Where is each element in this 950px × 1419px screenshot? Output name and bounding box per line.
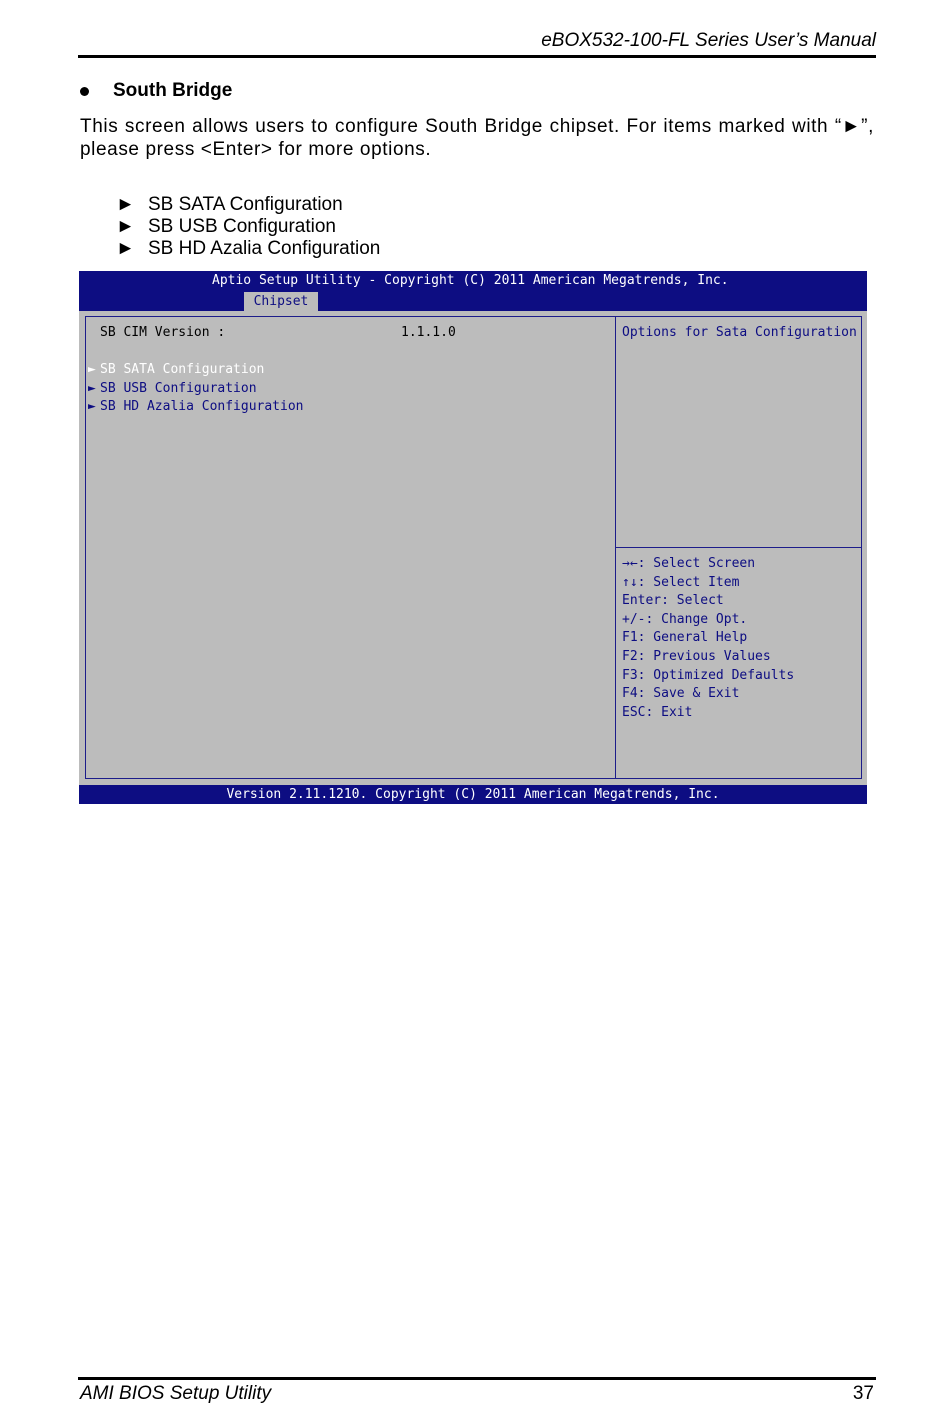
bios-title-bar — [79, 271, 867, 311]
menu-item-label: SB SATA Configuration — [100, 362, 265, 377]
bios-title: Aptio Setup Utility - Copyright (C) 2011 American Megatrends, Inc. — [212, 273, 729, 288]
key-legend — [622, 556, 794, 723]
key-general-help: F1: General Help — [622, 630, 748, 646]
bios-screenshot — [79, 271, 867, 804]
help-text: Options for Sata Configuration — [622, 325, 857, 340]
key-select-item: ↑↓: Select Item — [622, 574, 740, 590]
arrow-right-icon: ► — [116, 238, 135, 259]
cim-version-value: 1.1.1.0 — [401, 325, 456, 340]
help-divider — [616, 547, 861, 548]
key-select-screen: →←: Select Screen — [622, 556, 756, 571]
list-item — [116, 194, 380, 216]
key-enter-select: Enter: Select — [622, 593, 724, 609]
key-save-exit: F4: Save & Exit — [622, 686, 740, 702]
document-header-title: eBOX532-100-FL Series User’s Manual — [541, 30, 876, 51]
page-number: 37 — [852, 1383, 874, 1404]
section-heading — [80, 80, 232, 102]
arrow-right-icon: ► — [116, 216, 135, 237]
header-rule — [78, 55, 876, 58]
list-item — [116, 238, 380, 260]
arrow-right-icon: ► — [116, 194, 135, 215]
menu-item-label: SB HD Azalia Configuration — [100, 399, 304, 415]
list-item — [116, 216, 380, 238]
list-item-label: SB USB Configuration — [148, 216, 336, 237]
bios-menu — [88, 362, 304, 418]
tab-chipset[interactable]: Chipset — [244, 292, 318, 311]
bios-footer: Version 2.11.1210. Copyright (C) 2011 American Megatrends, Inc. — [79, 785, 867, 804]
section-intro: This screen allows users to configure South Bridge chipset. For items marked with “►”, please press <Enter> for more options. — [80, 116, 874, 160]
footer-title: AMI BIOS Setup Utility — [80, 1383, 272, 1404]
submenu-arrow-icon: ► — [88, 399, 96, 415]
menu-item-label: SB USB Configuration — [100, 380, 257, 396]
list-item-label: SB HD Azalia Configuration — [148, 238, 381, 259]
section-title: South Bridge — [113, 80, 233, 101]
section-item-list — [116, 194, 380, 260]
cim-version-label: SB CIM Version : — [100, 325, 226, 340]
menu-item-sb-hd-azalia[interactable] — [88, 399, 304, 418]
submenu-arrow-icon: ► — [88, 362, 96, 377]
bullet-icon — [80, 87, 89, 96]
key-optimized-defaults: F3: Optimized Defaults — [622, 667, 795, 683]
key-previous-values: F2: Previous Values — [622, 648, 771, 664]
menu-item-sb-usb[interactable] — [88, 381, 304, 400]
bios-main-panel — [85, 316, 616, 779]
key-change-opt: +/-: Change Opt. — [622, 611, 748, 627]
footer-rule — [78, 1377, 876, 1380]
key-esc-exit: ESC: Exit — [622, 704, 693, 720]
bios-help-panel — [615, 316, 862, 779]
submenu-arrow-icon: ► — [88, 380, 96, 396]
menu-item-sb-sata[interactable] — [88, 362, 304, 381]
list-item-label: SB SATA Configuration — [148, 194, 343, 215]
